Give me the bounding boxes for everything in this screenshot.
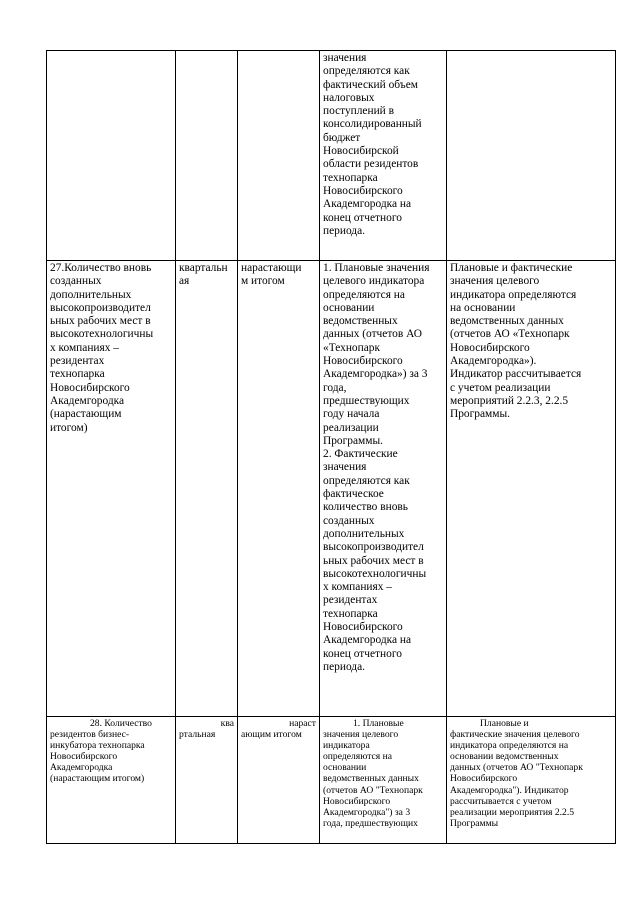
indicator-table — [46, 50, 616, 844]
method-text-a: нараст — [289, 718, 316, 729]
note-cell: Плановые и фактические значения целевого индикатора определяются на основании ведомственных данных (отчетов АО «Технопарк Новосибирского Академгородка»). Индикатор рассчитывается с учетом реализации мероприятий 2.2.3, 2.2.5 Программы. — [447, 261, 616, 717]
period-cell — [176, 51, 238, 261]
period-cell: квартальн ая — [176, 261, 238, 717]
period-text-a: ква — [220, 718, 234, 729]
values-cell: 1. Плановые значения целевого индикатора определяются на основании ведомственных данных (отчетов АО "Технопарк Новосибирского Академгородка") за 3 года, предшествующих — [320, 717, 447, 844]
period-cell — [176, 717, 238, 844]
values-cell: 1. Плановые значения целевого индикатора определяются на основании ведомственных данных (отчетов АО «Технопарк Новосибирского Академгородка») за 3 года, предшествующих году начала реализации Программы. 2. Фактические значения определяются как фактическое количество вновь созданных дополнительных высокопроизводител ьных рабочих мест в высокотехнологичны х компаниях – резидентах технопарка Новосибирского Академгородка на конец отчетного периода. — [320, 261, 447, 717]
table-row — [47, 261, 616, 717]
table-row — [47, 51, 616, 261]
period-text-b: ртальная — [179, 729, 216, 741]
indicator-cell: 27.Количество вновь созданных дополнительных высокопроизводител ьных рабочих мест в высокотехнологичны х компаниях – резидентах технопарка Новосибирского Академгородка (нарастающим итогом) — [47, 261, 176, 717]
indicator-cell: 28. Количество резидентов бизнес- инкубатора технопарка Новосибирского Академгородка (нарастающим итогом) — [47, 717, 176, 844]
method-text-b: ающим итогом — [241, 729, 302, 741]
note-cell: Плановые и фактические значения целевого индикатора определяются на основании ведомственных данных (отчетов АО "Технопарк Новосибирского Академгородка"). Индикатор рассчитывается с учетом реализации мероприятия 2.2.5 Программы — [447, 717, 616, 844]
note-cell — [447, 51, 616, 261]
table-row — [47, 717, 616, 844]
values-cell: значения определяются как фактический объем налоговых поступлений в консолидированный бюджет Новосибирской области резидентов технопарка Новосибирского Академгородка на конец отчетного периода. — [320, 51, 447, 261]
method-cell — [238, 717, 320, 844]
method-cell: нарастающи м итогом — [238, 261, 320, 717]
indicator-cell — [47, 51, 176, 261]
method-cell — [238, 51, 320, 261]
